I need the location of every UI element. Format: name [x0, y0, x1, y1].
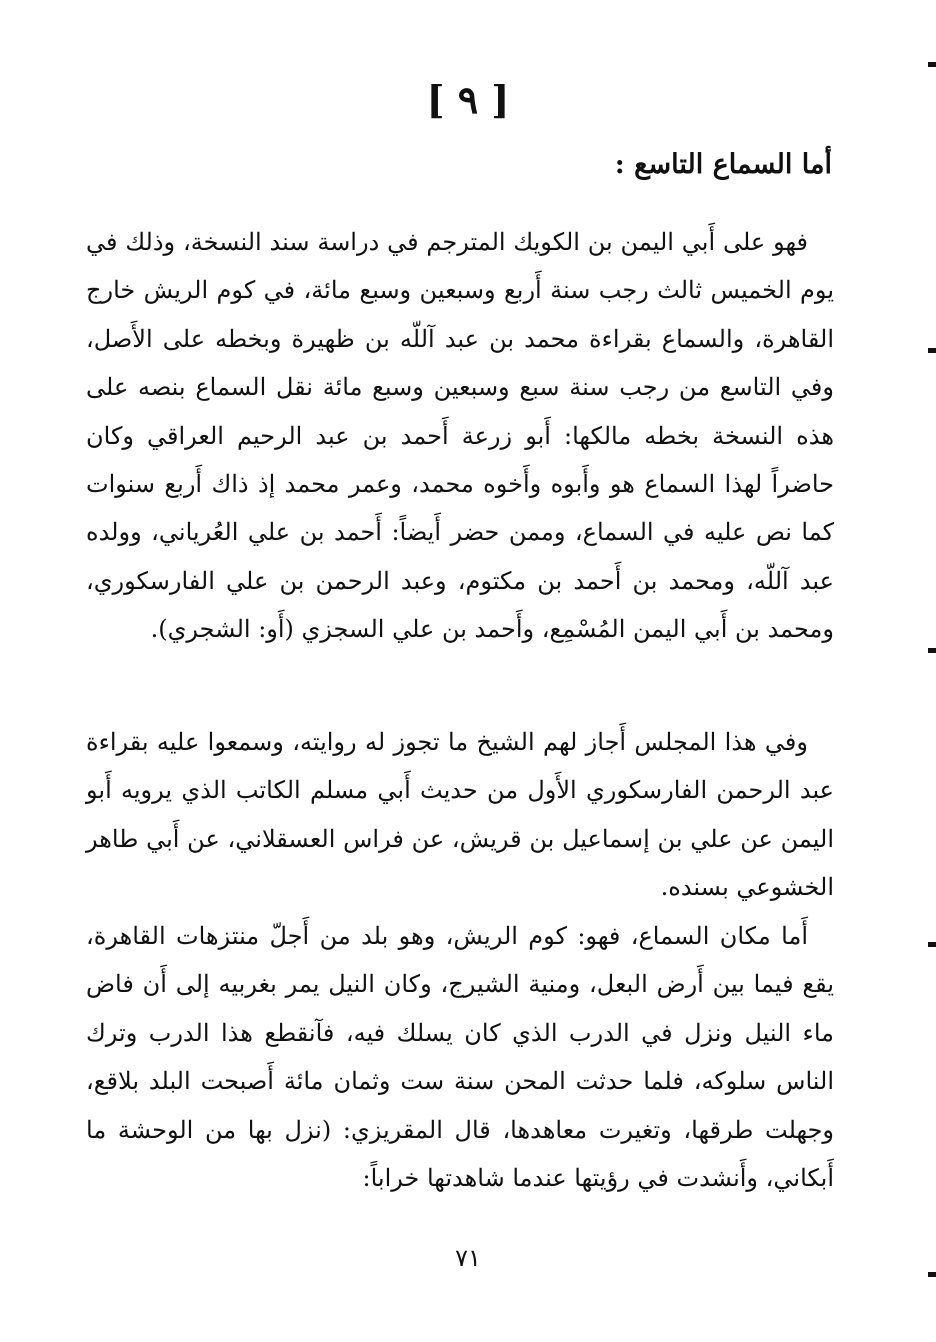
margin-tick-mark — [928, 942, 936, 947]
paragraph-second-container — [86, 718, 834, 912]
chapter-number: [ ٩ ] — [426, 77, 510, 122]
margin-tick-mark — [928, 1272, 936, 1277]
paragraph-first: فهو على أَبي اليمن بن الكويك المترجم في دراسة سند النسخة، وذلك في يوم الخميس ثالث رجب سنة أَربع وسبعين وسبع مائة، في كوم الريش خارج القاهرة، والسماع بقراءة محمد بن عبد آللّه بن ظهيرة وبخطه على الأَصل، وفي التاسع من رجب سنة سبع وسبعين وسبع مائة نقل السماع بنصه على هذه النسخة بخطه مالكها: أَبو زرعة أَحمد بن عبد الرحيم العراقي وكان حاضراً لهذا السماع هو وأَبوه وأَخوه محمد، وعمر محمد إذ ذاك أَربع سنوات كما نص عليه في السماع، وممن حضر أَيضاً: أَحمد بن علي العُرياني، وولده عبد آللّه، ومحمد بن أَحمد بن مكتوم، وعبد الرحمن بن علي الفارسكوري، ومحمد بن أَبي اليمن المُسْمِع، وأَحمد بن علي السجزي (أَو: الشجري). — [86, 228, 834, 644]
margin-tick-mark — [928, 648, 936, 653]
paragraph-third-container — [86, 912, 834, 1202]
section-heading: أما السماع التاسع : — [614, 149, 832, 180]
paragraph-third: أَما مكان السماع، فهو: كوم الريش، وهو بلد من أَجلّ منتزهات القاهرة، يقع فيما بين أَرض البعل، ومنية الشيرج، وكان النيل يمر بغربيه إلى أَن فاض ماء النيل ونزل في الدرب الذي كان يسلك فيه، فآنقطع هذا الدرب وترك الناس سلوكه، فلما حدثت المحن سنة ست وثمان مائة أَصبحت البلد بلاقع، وجهلت طرقها، وتغيرت معاهدها، قال المقريزي: (نزل بها من الوحشة ما أَبكاني، وأَنشدت في رؤيتها عندما شاهدتها خراباً: — [86, 922, 834, 1193]
paragraph-first-container — [86, 218, 834, 654]
page-number: ٧١ — [455, 1244, 481, 1272]
margin-tick-mark — [928, 348, 936, 353]
margin-tick-mark — [928, 62, 936, 67]
paragraph-second: وفي هذا المجلس أَجاز لهم الشيخ ما تجوز له روايته، وسمعوا عليه بقراءة عبد الرحمن الفارسكوري الأَول من حديث أَبي مسلم الكاتب الذي يرويه أَبو اليمن عن علي بن إسماعيل بن قريش، عن فراس العسقلاني، عن أَبي طاهر الخشوعي بسنده. — [86, 728, 834, 902]
